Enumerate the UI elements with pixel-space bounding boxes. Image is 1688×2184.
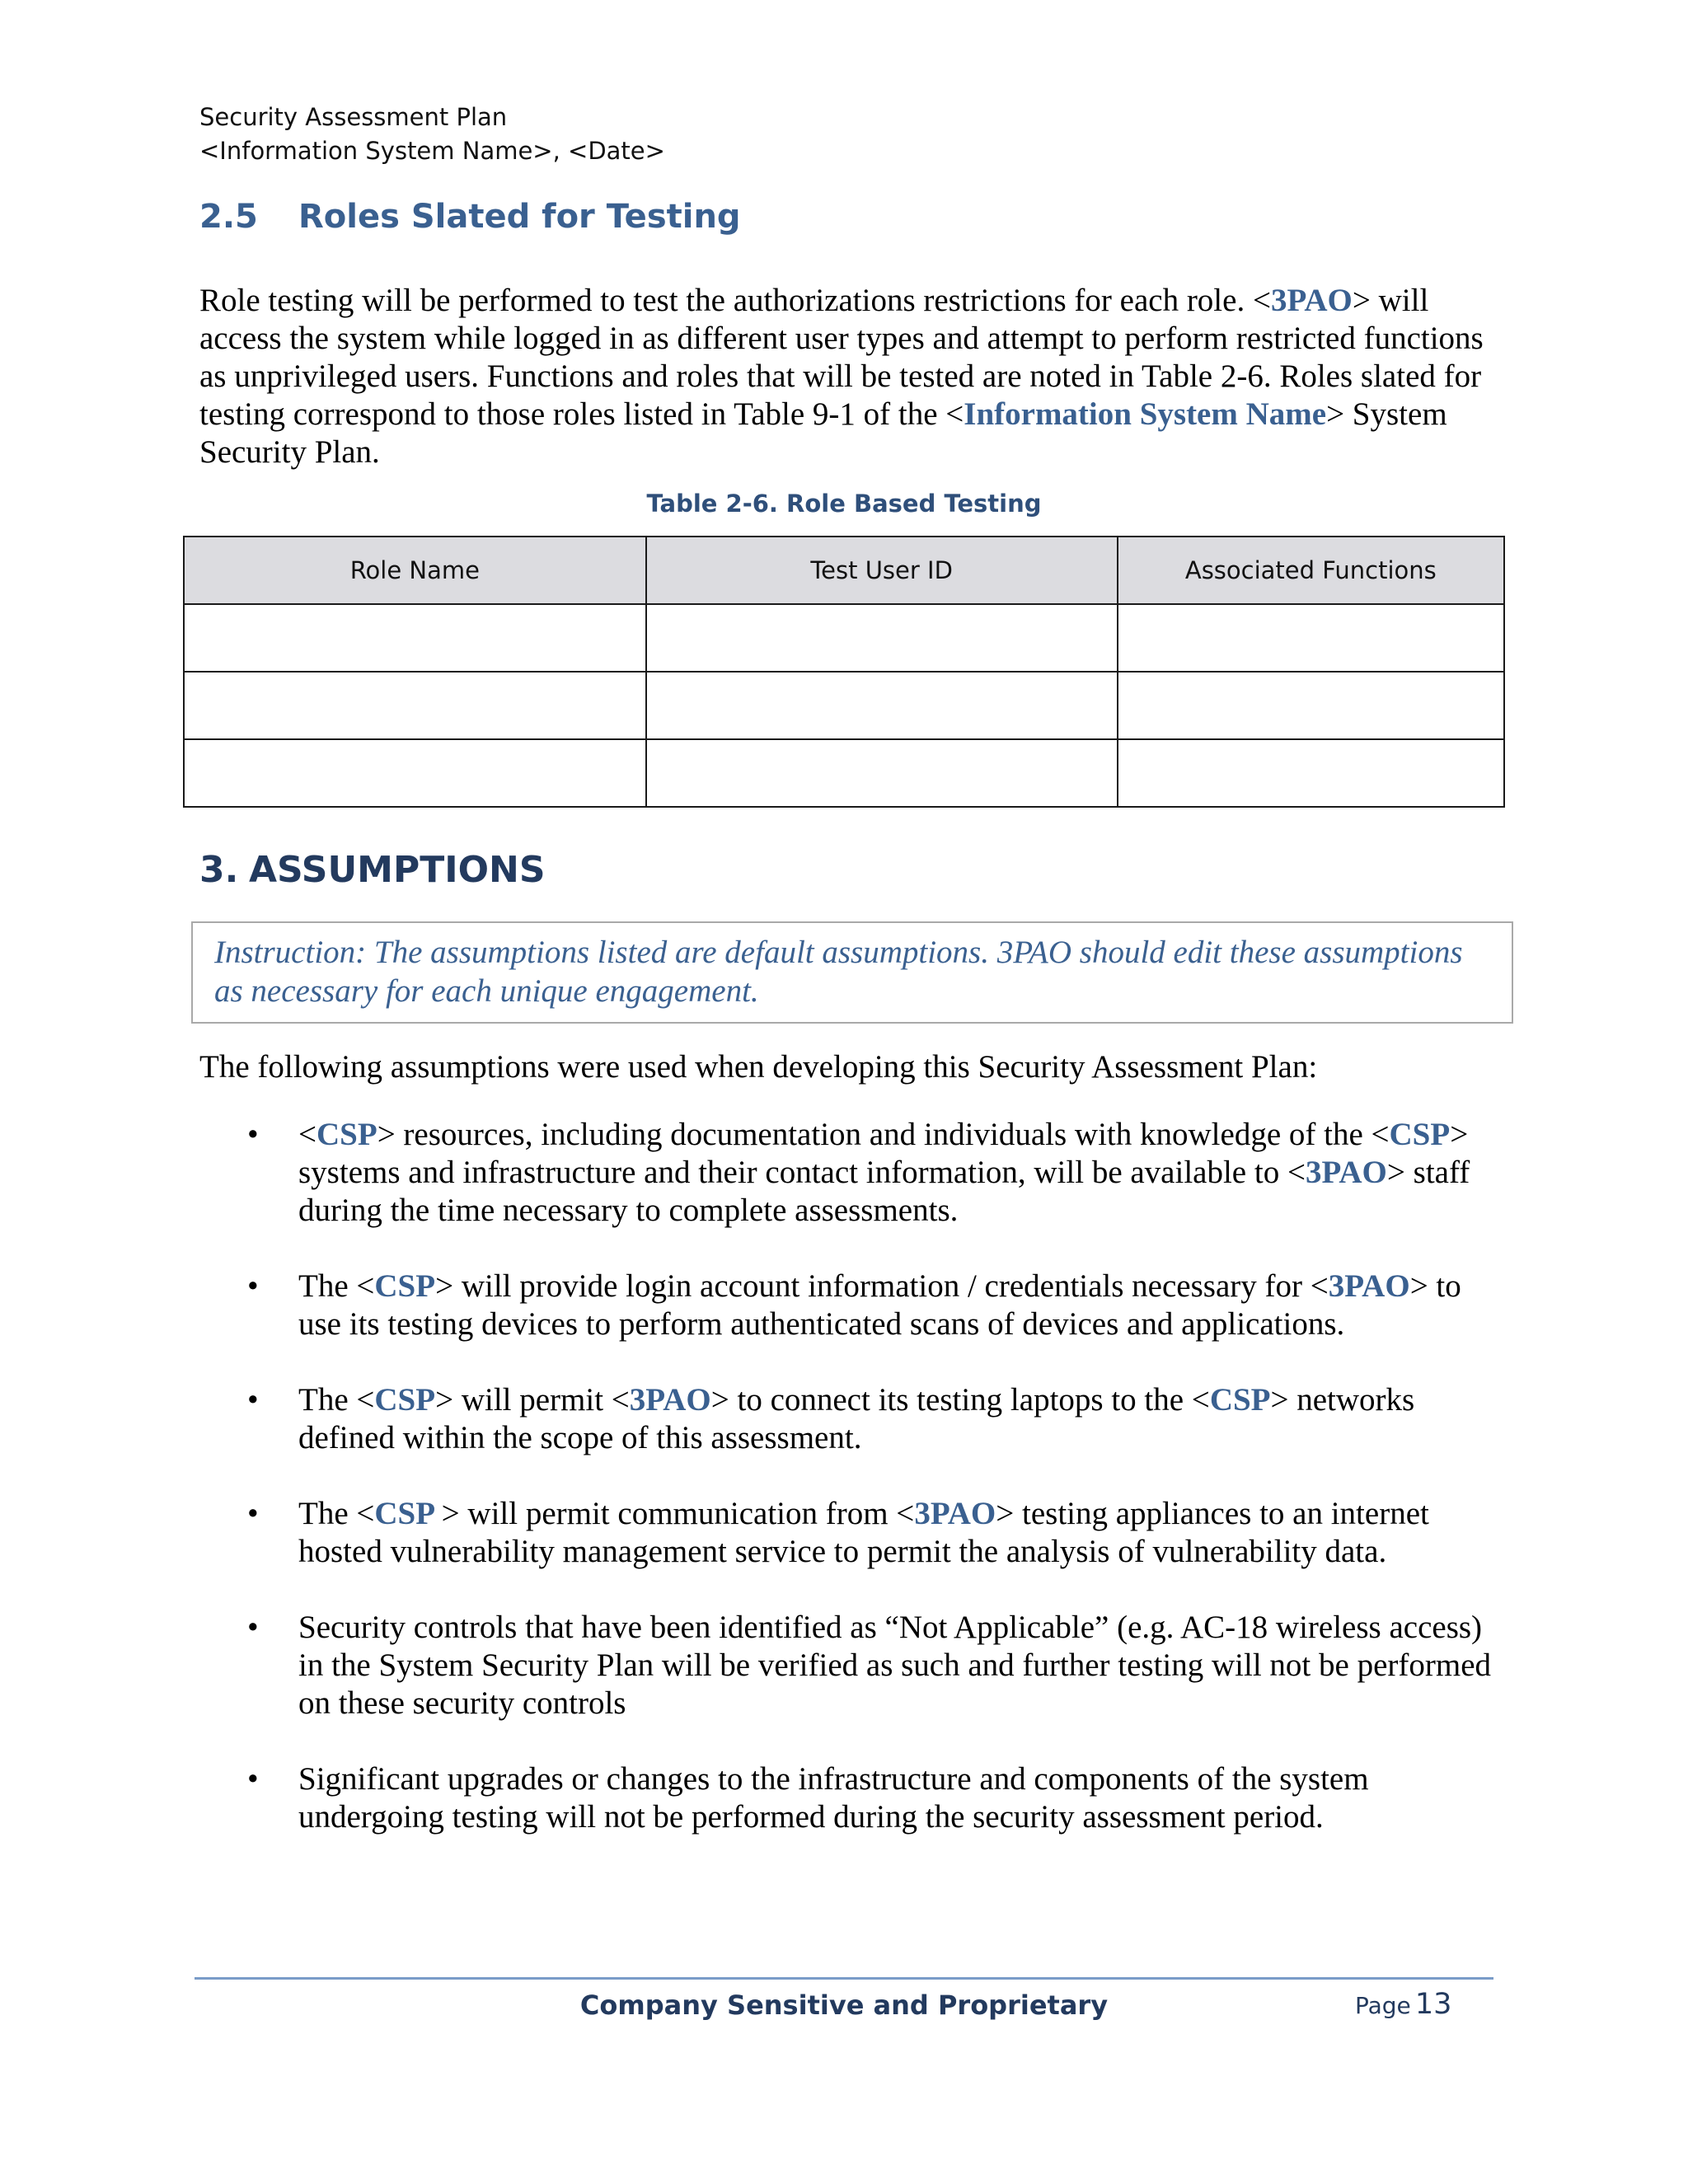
placeholder-3pao: 3PAO <box>1270 283 1353 318</box>
placeholder-csp: CSP <box>374 1496 442 1531</box>
role-testing-paragraph <box>199 282 1493 471</box>
bullet-icon: • <box>247 1268 259 1304</box>
section-number: 2.5 <box>199 198 258 236</box>
column-header-role-name: Role Name <box>184 537 646 604</box>
table-cell[interactable] <box>184 604 646 672</box>
table-cell[interactable] <box>1118 739 1504 807</box>
placeholder-csp: CSP <box>1209 1382 1271 1418</box>
page-number <box>1355 1988 1451 2021</box>
table-cell[interactable] <box>646 604 1118 672</box>
role-based-testing-table <box>183 536 1505 808</box>
column-header-associated-functions: Associated Functions <box>1118 537 1504 604</box>
list-item: • The <CSP > will permit communication from <3PAO> testing appliances to an internet hosted vulnerability management service to permit the analysis of vulnerability data. <box>247 1496 1429 1569</box>
table-cell[interactable] <box>646 739 1118 807</box>
assumptions-intro: The following assumptions were used when developing this Security Assessment Plan: <box>199 1049 1318 1085</box>
placeholder-information-system-name: Information System Name <box>964 396 1327 432</box>
section-3-heading <box>199 849 546 891</box>
header-subtitle: <Information System Name>, <Date> <box>199 137 665 165</box>
section-title: Roles Slated for Testing <box>298 198 741 236</box>
list-item: • The <CSP> will provide login account information / credentials necessary for <3PAO> to use its testing devices to perform authenticated scans of devices and applications. <box>247 1268 1461 1342</box>
list-item: • <CSP> resources, including documentation and individuals with knowledge of the <CSP> systems and infrastructure and their contact information, will be available to <3PAO> staff during the time necessary to complete assessments. <box>247 1117 1470 1228</box>
table-cell[interactable] <box>184 672 646 739</box>
para-text: > will access the system while logged in as different user types and attempt to perform restricted functions as unprivileged users. Functions and roles that will be tested are noted in Table 2-6. Roles slated for testing correspond to those roles listed in Table 9-1 of the < <box>199 283 1484 432</box>
bullet-icon: • <box>247 1496 259 1531</box>
page-label: Page <box>1355 1992 1411 2019</box>
para-text: Role testing will be performed to test the authorizations restrictions for each role. < <box>199 283 1271 318</box>
table-cell[interactable] <box>1118 672 1504 739</box>
table-row <box>184 672 1504 739</box>
bullet-icon: • <box>247 1761 259 1797</box>
footer-divider <box>195 1977 1493 1980</box>
section-2-5-heading <box>199 198 741 236</box>
instruction-box: Instruction: The assumptions listed are default assumptions. 3PAO should edit these assumptions as necessary for each unique engagement. <box>191 921 1513 1024</box>
section-number: 3. <box>199 849 239 891</box>
table-row <box>184 739 1504 807</box>
assumptions-list <box>199 1116 1502 1874</box>
section-title: ASSUMPTIONS <box>249 849 546 891</box>
column-header-test-user-id: Test User ID <box>646 537 1118 604</box>
table-cell[interactable] <box>184 739 646 807</box>
placeholder-3pao: 3PAO <box>1305 1155 1387 1190</box>
placeholder-3pao: 3PAO <box>914 1496 996 1531</box>
table-row <box>184 604 1504 672</box>
list-item: • The <CSP> will permit <3PAO> to connect its testing laptops to the <CSP> networks defined within the scope of this assessment. <box>247 1382 1415 1455</box>
placeholder-csp: CSP <box>1389 1117 1451 1152</box>
list-item: • Significant upgrades or changes to the infrastructure and components of the system undergoing testing will not be performed during the security assessment period. <box>247 1761 1369 1835</box>
table-header-row <box>184 537 1504 604</box>
placeholder-3pao: 3PAO <box>1328 1268 1410 1304</box>
para-text: > System Security Plan. <box>199 396 1447 470</box>
bullet-icon: • <box>247 1117 259 1152</box>
footer-confidentiality: Company Sensitive and Proprietary <box>579 1990 1109 2021</box>
placeholder-csp: CSP <box>316 1117 377 1152</box>
page-number-value: 13 <box>1414 1988 1452 2021</box>
placeholder-3pao: 3PAO <box>629 1382 711 1418</box>
placeholder-csp: CSP <box>374 1268 436 1304</box>
bullet-icon: • <box>247 1610 259 1645</box>
header-title: Security Assessment Plan <box>199 103 508 131</box>
list-item: • Security controls that have been identified as “Not Applicable” (e.g. AC-18 wireless access) in the System Security Plan will be verified as such and further testing will not be performed on these security controls <box>247 1610 1491 1721</box>
bullet-icon: • <box>247 1382 259 1418</box>
table-cell[interactable] <box>1118 604 1504 672</box>
table-caption: Table 2-6. Role Based Testing <box>646 490 1042 518</box>
table-cell[interactable] <box>646 672 1118 739</box>
running-header <box>199 101 665 168</box>
placeholder-csp: CSP <box>374 1382 436 1418</box>
